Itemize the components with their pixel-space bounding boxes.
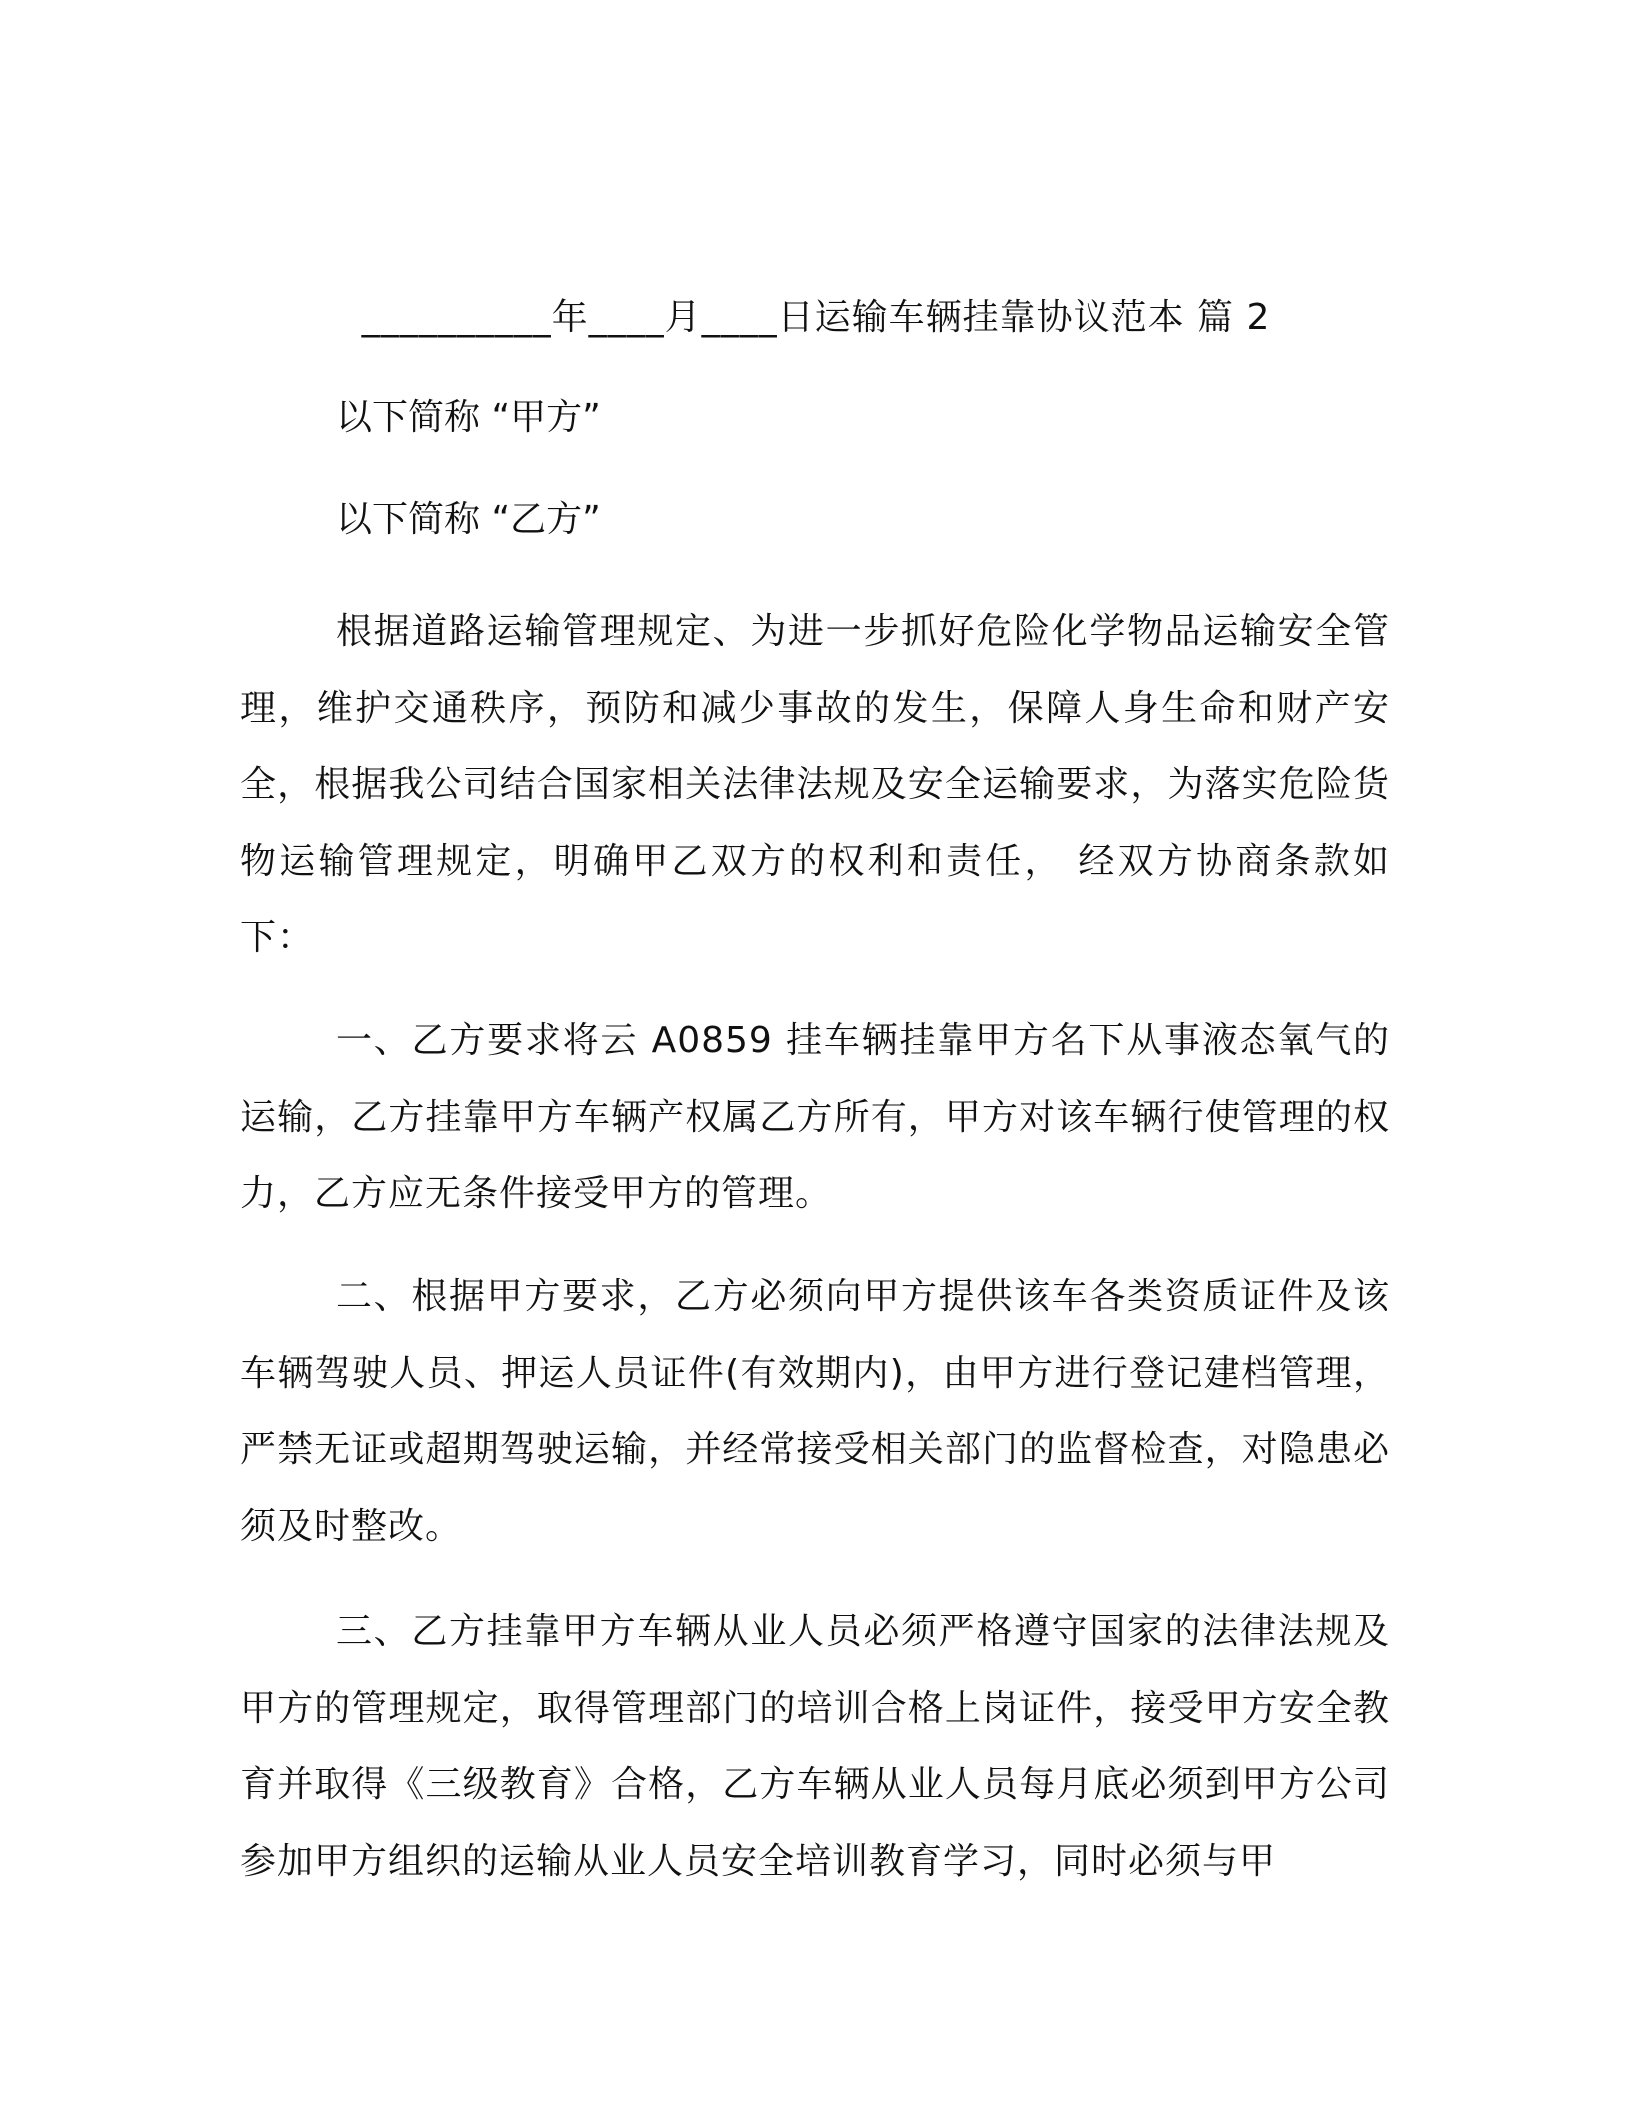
paragraph-clause-3: 三、乙方挂靠甲方车辆从业人员必须严格遵守国家的法律法规及甲方的管理规定，取得管理部门的培训合格上岗证件，接受甲方安全教育并取得《三级教育》合格，乙方车辆从业人员每月底必须到甲方公司参加甲方组织的运输从业人员安全培训教育学习，同时必须与甲 [240,1611,1390,1882]
party-a-line: 以下简称 “甲方” [336,397,601,438]
paragraph-clause-1: 一、乙方要求将云 A0859 挂车辆挂靠甲方名下从事液态氧气的运输，乙方挂靠甲方车辆产权属乙方所有，甲方对该车辆行使管理的权力，乙方应无条件接受甲方的管理。 [240,1020,1390,1214]
paragraph-clause-2: 二、根据甲方要求，乙方必须向甲方提供该车各类资质证件及该车辆驾驶人员、押运人员证件(有效期内)，由甲方进行登记建档管理，严禁无证或超期驾驶运输，并经常接受相关部门的监督检查，对隐患必须及时整改。 [240,1276,1390,1547]
paragraph-preamble: 根据道路运输管理规定、为进一步抓好危险化学物品运输安全管理，维护交通秩序，预防和减少事故的发生，保障人身生命和财产安全，根据我公司结合国家相关法律法规及安全运输要求，为落实危险货物运输管理规定，明确甲乙双方的权利和责任， 经双方协商条款如下： [240,611,1390,958]
party-b-line: 以下简称 “乙方” [336,499,601,540]
document-title: __________年____月____日运输车辆挂靠协议范本 篇 2 [361,297,1271,338]
